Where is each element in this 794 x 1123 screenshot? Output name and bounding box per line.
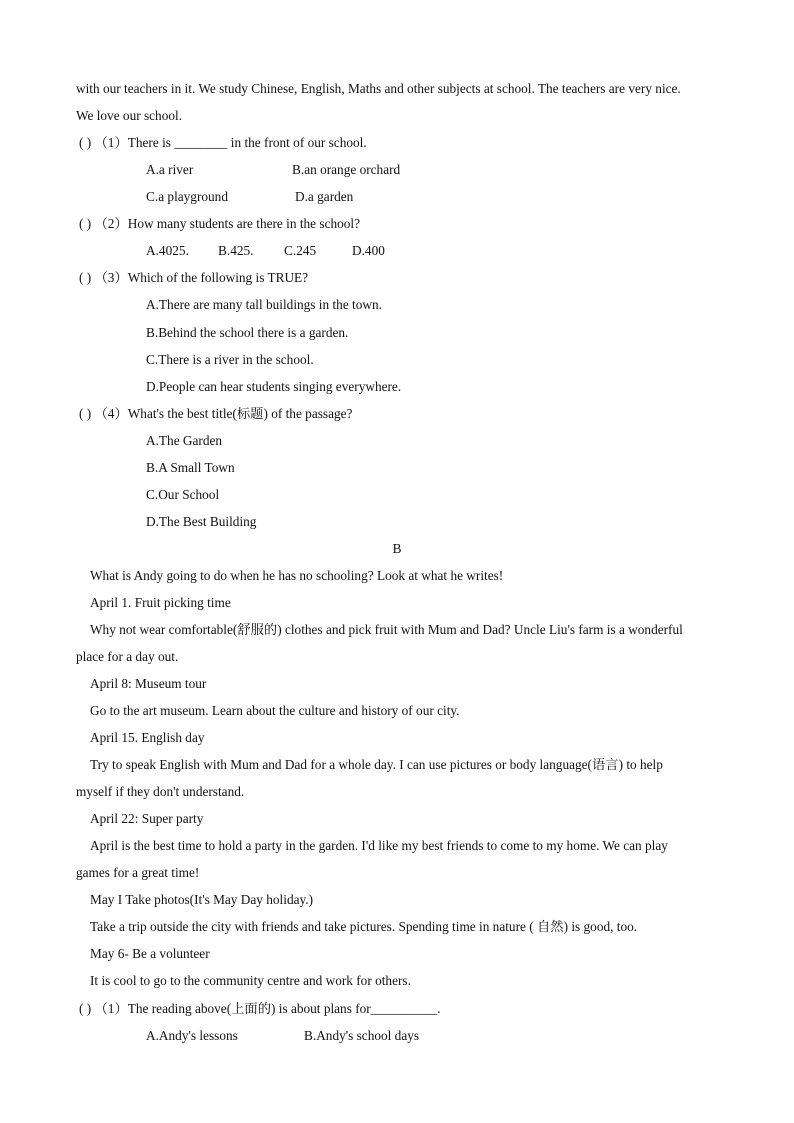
option: B.Behind the school there is a garden.: [146, 325, 349, 340]
entry-line: place for a day out.: [76, 649, 179, 664]
option: B.Andy's school days: [304, 1028, 420, 1043]
option: C.There is a river in the school.: [146, 352, 314, 367]
option: B.A Small Town: [146, 460, 235, 475]
option: D.a garden: [295, 189, 354, 204]
option: B.425.: [218, 243, 254, 258]
section-intro: What is Andy going to do when he has no schooling? Look at what he writes!: [90, 568, 504, 583]
entry-title: May I Take photos(It's May Day holiday.): [90, 892, 314, 907]
entry-title: April 22: Super party: [90, 811, 204, 826]
option: A.The Garden: [146, 433, 223, 448]
option: B.an orange orchard: [292, 162, 401, 177]
entry-title: April 1. Fruit picking time: [90, 595, 231, 610]
option: A.There are many tall buildings in the town.: [146, 297, 382, 312]
question-stem: ( ) （2）How many students are there in the school?: [79, 216, 361, 231]
question-stem: ( ) （4）What's the best title(标题) of the passage?: [79, 406, 353, 421]
entry-line: myself if they don't understand.: [76, 784, 245, 799]
entry-title: May 6- Be a volunteer: [90, 946, 210, 961]
option: C.245: [284, 243, 317, 258]
option: C.a playground: [146, 189, 228, 204]
question-stem: ( ) （3）Which of the following is TRUE?: [79, 270, 309, 285]
entry-line: It is cool to go to the community centre and work for others.: [90, 973, 411, 988]
entry-line: games for a great time!: [76, 865, 200, 880]
option: C.Our School: [146, 487, 220, 502]
entry-title: April 8: Museum tour: [90, 676, 207, 691]
option: A.Andy's lessons: [146, 1028, 238, 1043]
entry-title: April 15. English day: [90, 730, 205, 745]
option: A.4025.: [146, 243, 189, 258]
entry-line: Try to speak English with Mum and Dad for a whole day. I can use pictures or body language(语言) to help: [90, 757, 663, 772]
entry-line: Why not wear comfortable(舒服的) clothes and pick fruit with Mum and Dad? Uncle Liu's farm is a wonderful: [90, 622, 683, 637]
question-stem: ( ) （1）The reading above(上面的) is about plans for__________.: [79, 1001, 441, 1016]
passage-line: We love our school.: [76, 108, 183, 123]
entry-line: Take a trip outside the city with friends and take pictures. Spending time in nature ( 自然) is good, too.: [90, 919, 638, 934]
passage-line: with our teachers in it. We study Chinese, English, Maths and other subjects at school. The teachers are very nice.: [76, 81, 681, 96]
question-stem: ( ) （1）There is ________ in the front of our school.: [79, 135, 367, 150]
section-heading: B: [392, 541, 402, 556]
option: D.400: [352, 243, 385, 258]
option: D.People can hear students singing everywhere.: [146, 379, 402, 394]
option: A.a river: [146, 162, 194, 177]
entry-line: Go to the art museum. Learn about the culture and history of our city.: [90, 703, 460, 718]
entry-line: April is the best time to hold a party in the garden. I'd like my best friends to come to my home. We can play: [90, 838, 668, 853]
option: D.The Best Building: [146, 514, 257, 529]
